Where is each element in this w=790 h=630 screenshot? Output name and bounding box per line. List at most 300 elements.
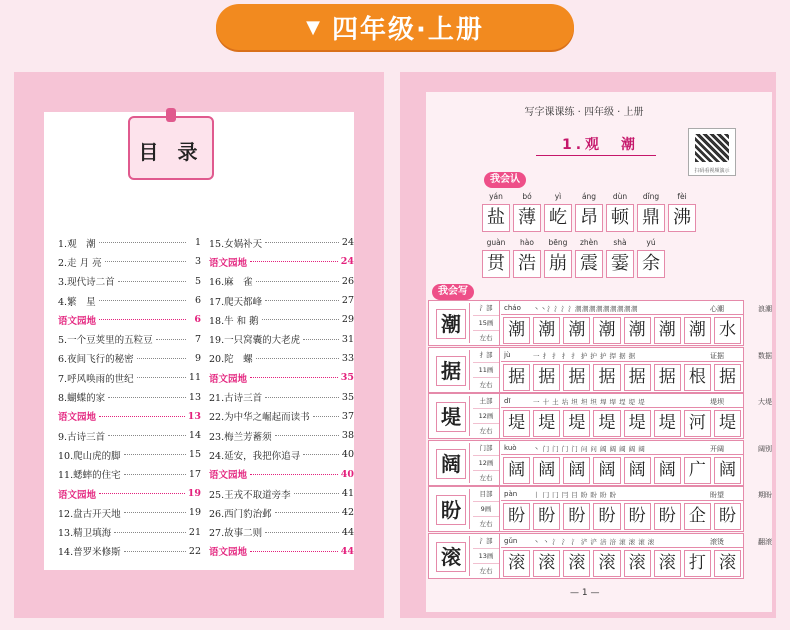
model-character-box [431, 396, 470, 436]
word-2: 翻滚 [758, 537, 772, 546]
word-1: 心潮 [710, 305, 724, 313]
write-tag: 我会写 [432, 284, 474, 300]
recognize-cell [544, 236, 572, 282]
toc-entry[interactable] [58, 291, 201, 310]
grade-banner [216, 4, 574, 50]
radical: 扌部 [473, 348, 499, 363]
toc-entry-page: 1 [194, 237, 201, 249]
banner-title: 四年级·上册 [331, 14, 484, 45]
practice-cell: 堤 [654, 410, 681, 437]
pinyin: áng [581, 192, 597, 201]
toc-entry[interactable] [58, 387, 201, 406]
toc-entry-page: 33 [341, 352, 354, 364]
practice-cell: 据 [533, 364, 560, 391]
practice-cell: 滚 [654, 550, 681, 577]
radical: 土部 [473, 394, 499, 409]
toc-entry[interactable] [209, 329, 354, 348]
stroke-order: 丶 丶 氵 氵 氵 浐 浐 涪 涪 滚 滚 滚 滚 [533, 537, 655, 546]
structure: 左右 [479, 334, 493, 342]
toc-leader-dots [99, 416, 185, 417]
pinyin: gǔn [504, 536, 518, 545]
toc-entry[interactable] [209, 407, 354, 426]
recognize-cell [575, 236, 603, 282]
practice-cell: 潮 [593, 317, 620, 344]
practice-cell: 滚 [714, 550, 741, 577]
practice-cell: 潮 [533, 317, 560, 344]
pinyin: bó [522, 192, 532, 201]
toc-entry-title: 20.陀 螺 [209, 354, 253, 366]
character-info [473, 394, 500, 438]
toc-leader-dots [137, 377, 186, 378]
pinyin: fèi [677, 192, 687, 201]
model-character: 阔 [436, 449, 466, 479]
practice-cell: 盼 [624, 503, 651, 530]
toc-leader-dots [124, 474, 186, 475]
practice-cell: 潮 [563, 317, 590, 344]
toc-leader-dots [99, 242, 186, 243]
model-character: 据 [436, 356, 466, 386]
toc-column-1 [58, 233, 201, 561]
toc-leader-dots [114, 532, 186, 533]
character: 顿 [606, 204, 634, 232]
model-character-box [431, 489, 470, 529]
toc-leader-dots [99, 493, 185, 494]
qr-code-icon [695, 134, 729, 162]
toc-entry-title: 12.盘古开天地 [58, 508, 121, 520]
pinyin: kuò [504, 443, 517, 452]
toc-entry[interactable] [58, 522, 201, 541]
character: 盐 [482, 204, 510, 232]
toc-entry-page: 26 [341, 275, 354, 287]
practice-cell: 滚 [533, 550, 560, 577]
toc-entry[interactable] [209, 252, 354, 271]
pinyin: yì [554, 192, 562, 201]
practice-cell: 潮 [503, 317, 530, 344]
page-header: 写字课课练 · 四年级 · 上册 [524, 107, 644, 118]
word-1: 证据 [710, 351, 724, 360]
toc-column-2 [209, 233, 354, 561]
toc-entry[interactable] [209, 426, 354, 445]
toc-entry[interactable] [209, 368, 354, 387]
toc-entry-page: 13 [187, 410, 201, 422]
toc-entry[interactable] [209, 522, 354, 541]
model-character: 滚 [436, 542, 466, 572]
character: 屹 [544, 204, 572, 232]
pinyin: pàn [504, 490, 518, 498]
recognize-tag: 我会认 [484, 172, 526, 188]
character: 余 [637, 250, 665, 278]
model-character-box [431, 350, 470, 390]
toc-leader-dots [250, 377, 338, 378]
practice-cell: 盼 [533, 503, 560, 530]
word-2: 浪潮 [758, 305, 772, 313]
toc-leader-dots [256, 358, 339, 359]
toc-leader-dots [313, 416, 339, 417]
practice-cell: 根 [684, 364, 711, 391]
toc-entry-page: 31 [341, 333, 354, 345]
toc-entry-title: 11.蟋蟀的住宅 [58, 470, 121, 482]
recognize-cell [637, 190, 665, 236]
stroke-order: 一 扌 扌 扌 扌 护 护 护 捍 据 据 [533, 351, 636, 360]
character: 鼎 [637, 204, 665, 232]
toc-entry-page: 6 [194, 295, 201, 307]
practice-cell: 堤 [624, 410, 651, 437]
toc-entry-title: 27.故事二则 [209, 528, 263, 540]
word-2: 期盼 [758, 491, 772, 499]
toc-entry-page: 3 [194, 256, 201, 268]
practice-cell: 潮 [654, 317, 681, 344]
toc-leader-dots [265, 397, 339, 398]
toc-leader-dots [250, 474, 338, 475]
toc-entry-title: 9.古诗三首 [58, 431, 106, 443]
pinyin: shà [613, 238, 627, 247]
stroke-order: 丨 冂 冂 冃 目 盼 盼 盼 盼 [533, 491, 617, 499]
practice-cells [503, 503, 741, 530]
toc-entry[interactable] [58, 310, 201, 329]
practice-cell: 盼 [654, 503, 681, 530]
practice-cell: 据 [624, 364, 651, 391]
practice-cell: 据 [654, 364, 681, 391]
practice-cell: 盼 [714, 503, 741, 530]
structure: 左右 [479, 520, 493, 528]
word-1: 盼望 [710, 491, 724, 499]
write-row [428, 486, 772, 532]
practice-cell: 潮 [624, 317, 651, 344]
toc-entry-page: 11 [188, 372, 201, 384]
write-row [428, 440, 772, 486]
toc-entry-title: 语文园地 [209, 373, 248, 385]
radical: 目部 [473, 487, 499, 502]
stroke-order: 丶 门 门 门 门 问 问 阔 阔 阔 阔 阔 [533, 444, 646, 453]
practice-cell: 河 [684, 410, 711, 437]
practice-cell: 堤 [533, 410, 560, 437]
recognize-cell [606, 190, 634, 236]
toc-entry-page: 44 [340, 545, 354, 557]
toc-entry[interactable] [209, 445, 354, 464]
toc-entry-title: 2.走 月 亮 [58, 257, 102, 269]
stroke-order-bar [501, 301, 772, 315]
practice-cell: 据 [503, 364, 530, 391]
structure: 左右 [479, 566, 493, 575]
character: 薄 [513, 204, 541, 232]
recognize-cell [575, 190, 603, 236]
toc-leader-dots [303, 454, 339, 455]
toc-entry-title: 24.延安，我把你追寻 [209, 450, 301, 462]
stroke-order: 一 十 土 坫 坦 坦 坦 垾 垾 埕 堤 堤 [533, 398, 646, 406]
practice-cell: 企 [684, 503, 711, 530]
toc-entry[interactable] [209, 272, 354, 291]
pinyin: bēng [548, 238, 568, 247]
toc-entry-title: 5.一个豆荚里的五粒豆 [58, 335, 153, 347]
toc-leader-dots [265, 532, 339, 533]
stroke-order-bar [501, 441, 772, 455]
word-1: 开阔 [710, 444, 724, 453]
toc-leader-dots [250, 551, 338, 552]
toc-leader-dots [108, 397, 186, 398]
toc-entry[interactable] [58, 465, 201, 484]
toc-entry[interactable] [58, 426, 201, 445]
character-info [473, 487, 500, 531]
radical: 氵部 [473, 301, 499, 316]
structure: 左右 [479, 380, 493, 389]
stroke-count: 12画 [473, 409, 499, 424]
toc-leader-dots [108, 435, 186, 436]
toc-entry-page: 14 [188, 430, 201, 442]
toc-entry-title: 26.西门豹治邺 [209, 508, 272, 520]
write-row [428, 393, 772, 439]
toc-entry-page: 35 [340, 372, 354, 384]
character: 昂 [575, 204, 603, 232]
toc-entry-title: 语文园地 [58, 412, 97, 424]
radical: 氵部 [473, 534, 499, 549]
stroke-count: 12画 [473, 456, 499, 471]
toc-entry-title: 3.现代诗二首 [58, 277, 115, 289]
word-2: 数据 [758, 351, 772, 360]
toc-entry-page: 35 [341, 391, 354, 403]
practice-cell: 盼 [563, 503, 590, 530]
practice-cell: 堤 [593, 410, 620, 437]
toc-entry-page: 19 [188, 507, 201, 519]
toc-entry-title: 语文园地 [58, 489, 97, 501]
recognize-cell [482, 190, 510, 236]
toc-entry[interactable] [58, 368, 201, 387]
toc-leader-dots [99, 300, 186, 301]
write-row [428, 347, 772, 393]
practice-cell: 阔 [503, 457, 530, 484]
character: 震 [575, 250, 603, 278]
lesson-underline [536, 155, 656, 156]
toc-entry-page: 9 [194, 352, 201, 364]
character: 沸 [668, 204, 696, 232]
toc-entry-title: 7.呼风唤雨的世纪 [58, 373, 134, 385]
word-1: 堤坝 [710, 398, 724, 406]
toc-entry-title: 21.古诗三首 [209, 393, 263, 405]
toc-entry[interactable] [58, 349, 201, 368]
practice-cell: 打 [684, 550, 711, 577]
toc-leader-dots [250, 261, 338, 262]
toc-entry[interactable] [209, 387, 354, 406]
toc-entry[interactable] [58, 233, 201, 252]
character-info [473, 301, 500, 345]
stroke-order-bar [501, 348, 772, 362]
pinyin: dǐng [642, 192, 660, 201]
practice-cell: 滚 [563, 550, 590, 577]
toc-entry-title: 语文园地 [58, 315, 97, 327]
word-1: 滚烫 [710, 537, 724, 546]
toc-leader-dots [124, 454, 186, 455]
model-character-box [431, 443, 470, 483]
practice-cell: 阔 [714, 457, 741, 484]
toc-entry[interactable] [58, 329, 201, 348]
character-info [473, 348, 500, 392]
recognize-cell [513, 190, 541, 236]
toc-entry[interactable] [58, 503, 201, 522]
stroke-order-bar [501, 534, 772, 548]
toc-entry-page: 41 [341, 488, 354, 499]
stroke-count: 13画 [473, 549, 499, 564]
toc-leader-dots [262, 319, 339, 320]
write-row [428, 533, 772, 579]
practice-cell: 盼 [593, 503, 620, 530]
toc-entry-page: 15 [188, 449, 201, 461]
page-number: — 1 — [570, 588, 600, 598]
pin-icon [166, 108, 176, 122]
practice-cell: 据 [714, 364, 741, 391]
practice-cell: 堤 [503, 410, 530, 437]
pinyin: zhèn [579, 238, 599, 247]
toc-entry-title: 语文园地 [209, 470, 248, 482]
toc-entry-page: 13 [188, 391, 201, 403]
toc-entry-page: 40 [341, 449, 354, 461]
model-character: 潮 [436, 309, 466, 339]
toc-entry[interactable] [209, 465, 354, 484]
lesson-title: 1.观 潮 [562, 137, 640, 153]
stroke-count: 15画 [473, 316, 499, 331]
pinyin: dùn [612, 192, 628, 201]
structure: 左右 [479, 427, 493, 435]
qr-caption: 扫码看视频演示 [694, 168, 730, 174]
toc-entry-title: 16.麻 雀 [209, 277, 253, 289]
toc-entry[interactable] [209, 503, 354, 522]
toc-entry-title: 1.观 潮 [58, 238, 96, 250]
practice-cells [503, 410, 741, 437]
toc-leader-dots [156, 339, 186, 340]
recognize-cell [544, 190, 572, 236]
stroke-order-bar [501, 394, 772, 408]
practice-cell: 阔 [624, 457, 651, 484]
toc-entry-page: 24 [341, 237, 354, 249]
stroke-order: 丶丶氵氵氵氵潮潮潮潮潮潮潮潮潮 [533, 305, 638, 313]
toc-entry-page: 21 [188, 526, 201, 538]
toc-entry[interactable] [209, 349, 354, 368]
pinyin: yán [489, 192, 503, 201]
pinyin: cháo [504, 304, 521, 312]
toc-entry[interactable] [58, 252, 201, 271]
practice-cell: 堤 [563, 410, 590, 437]
toc-entry-page: 19 [187, 488, 201, 499]
qr-code[interactable] [688, 128, 736, 176]
toc-leader-dots [275, 435, 339, 436]
toc-entry[interactable] [209, 291, 354, 310]
toc-leader-dots [265, 242, 339, 243]
word-2: 阔别 [758, 444, 772, 453]
toc-entry-title: 8.蝴蝶的家 [58, 393, 106, 405]
toc-leader-dots [124, 512, 186, 513]
character: 崩 [544, 250, 572, 278]
toc-entry-page: 22 [188, 545, 201, 557]
toc-entry[interactable] [209, 484, 354, 503]
toc-leader-dots [118, 281, 186, 282]
toc-entry-page: 29 [341, 314, 354, 326]
pinyin: hào [520, 238, 534, 247]
toc-entry[interactable] [209, 233, 354, 252]
practice-cell: 阔 [563, 457, 590, 484]
toc-entry-page: 27 [341, 295, 354, 307]
toc-leader-dots [265, 300, 339, 301]
character-info [473, 441, 500, 485]
toc-leader-dots [275, 512, 339, 513]
practice-cell: 阔 [593, 457, 620, 484]
toc-leader-dots [99, 319, 186, 320]
toc-entry-page: 42 [341, 507, 354, 519]
character: 贯 [482, 250, 510, 278]
toc-entry-title: 语文园地 [209, 547, 248, 559]
radical: 门部 [473, 441, 499, 456]
practice-cell: 滚 [503, 550, 530, 577]
stroke-count: 9画 [473, 502, 499, 517]
character: 霎 [606, 250, 634, 278]
toc-entry-page: 37 [341, 410, 354, 422]
practice-cell: 据 [563, 364, 590, 391]
toc-leader-dots [294, 493, 339, 494]
pinyin: jù [504, 350, 511, 359]
toc-entry-title: 23.梅兰芳蓄须 [209, 431, 272, 443]
practice-cells [503, 457, 741, 484]
toc-entry-page: 44 [341, 526, 354, 538]
toc-entry-page: 17 [188, 468, 201, 480]
word-2: 大堤 [758, 398, 772, 406]
pinyin: dī [504, 397, 511, 405]
toc-entry-title: 22.为中华之崛起而读书 [209, 412, 310, 424]
toc-entry-page: 24 [340, 256, 354, 268]
practice-cell: 堤 [714, 410, 741, 437]
practice-cell: 阔 [654, 457, 681, 484]
toc-entry[interactable] [58, 407, 201, 426]
recognize-cell [606, 236, 634, 282]
toc-entry[interactable] [58, 445, 201, 464]
toc-entry-page: 38 [341, 430, 354, 442]
toc-entry-title: 13.精卫填海 [58, 528, 112, 540]
toc-entry[interactable] [58, 542, 201, 561]
down-arrow-icon: ▼ [306, 16, 322, 38]
model-character-box [431, 303, 470, 343]
toc-entry[interactable] [58, 272, 201, 291]
toc-entry-title: 18.牛 和 鹅 [209, 315, 259, 327]
recognize-cell [482, 236, 510, 282]
practice-cell: 滚 [624, 550, 651, 577]
practice-cell: 潮 [684, 317, 711, 344]
toc-entry[interactable] [58, 484, 201, 503]
toc-entry[interactable] [209, 310, 354, 329]
stroke-count: 11画 [473, 363, 499, 378]
toc-entry-title: 25.王戎不取道旁李 [209, 489, 291, 501]
toc-entry-title: 语文园地 [209, 257, 248, 269]
practice-cell: 广 [684, 457, 711, 484]
structure: 左右 [479, 473, 493, 482]
toc-entry-page: 7 [194, 333, 201, 345]
model-character-box [431, 536, 470, 576]
toc-entry-title: 6.夜间飞行的秘密 [58, 354, 134, 366]
pinyin: guàn [486, 238, 506, 247]
recognize-cell [668, 190, 696, 236]
toc-title: 目 录 [138, 140, 204, 164]
recognize-cell [637, 236, 665, 282]
practice-cell: 盼 [503, 503, 530, 530]
toc-entry-title: 14.普罗米修斯 [58, 547, 121, 559]
pinyin: yú [646, 238, 656, 247]
toc-entry-title: 15.女娲补天 [209, 238, 263, 250]
toc-entry-page: 6 [194, 314, 201, 326]
toc-leader-dots [105, 261, 186, 262]
practice-cells [503, 550, 741, 577]
toc-entry-page: 40 [340, 468, 354, 480]
toc-title-box [128, 116, 214, 180]
practice-cell: 水 [714, 317, 741, 344]
toc-entry[interactable] [209, 542, 354, 561]
character-info [473, 534, 500, 578]
toc-leader-dots [303, 339, 339, 340]
toc-entry-title: 19.一只窝囊的大老虎 [209, 335, 301, 347]
